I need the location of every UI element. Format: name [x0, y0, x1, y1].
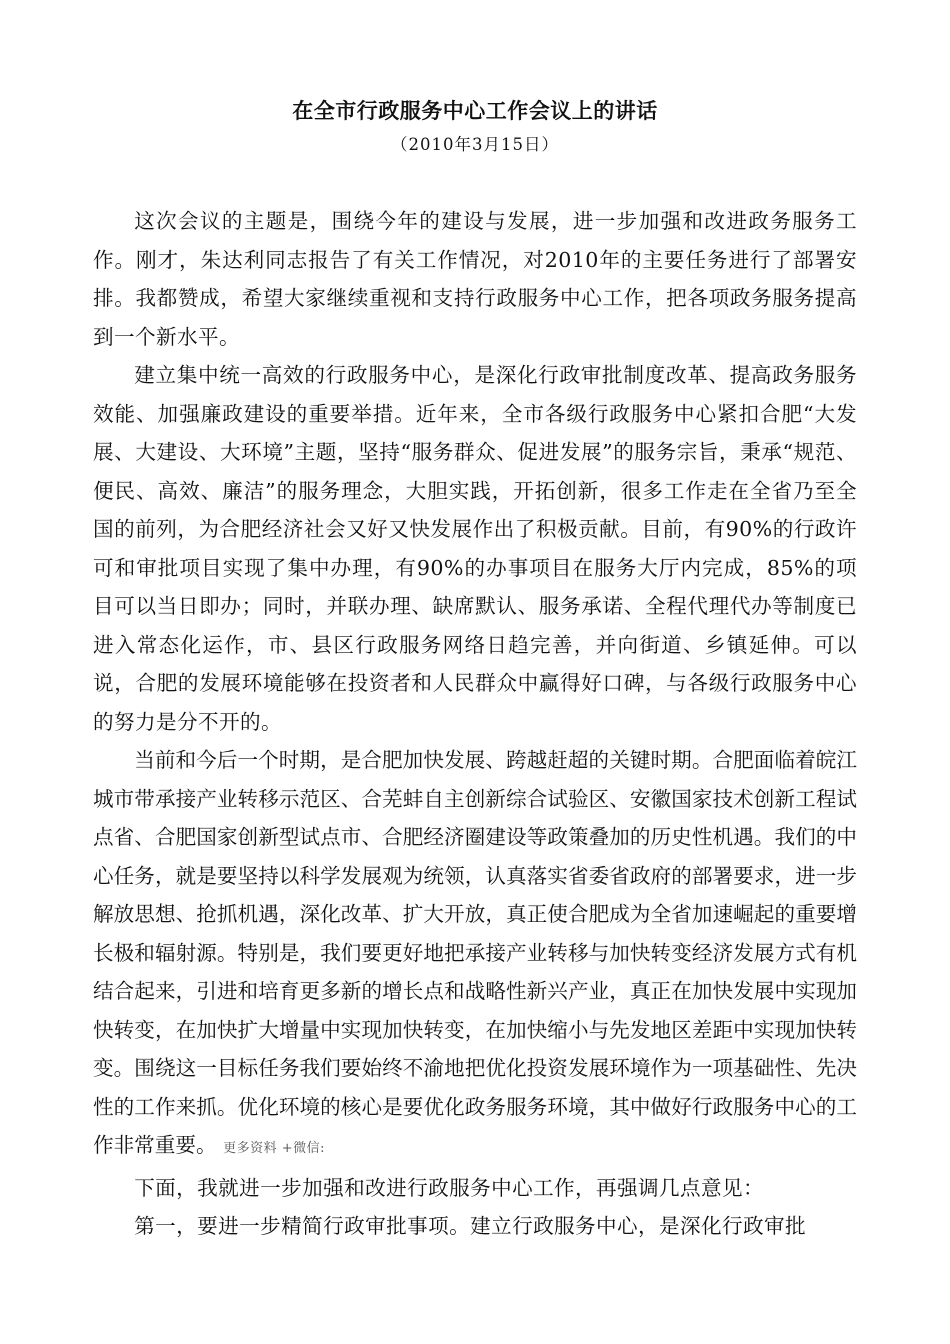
paragraph-5: 第一，要进一步精简行政审批事项。建立行政服务中心，是深化行政审批 — [134, 1214, 806, 1238]
paragraph-4: 下面，我就进一步加强和改进行政服务中心工作，再强调几点意见： — [134, 1175, 764, 1200]
speech-title: 在全市行政服务中心工作会议上的讲话 — [292, 98, 658, 123]
speech-body — [93, 202, 857, 1246]
paragraph-1: 这次会议的主题是，围绕今年的建设与发展，进一步加强和改进政务服务工作。刚才，朱达利同志报告了有关工作情况，对2010年的主要任务进行了部署安排。我都赞成，希望大家继续重视和支持行政服务中心工作，把各项政务服务提高到一个新水平。 — [93, 209, 857, 349]
paragraph-3 — [93, 741, 857, 1169]
paragraph-2: 建立集中统一高效的行政服务中心，是深化行政审批制度改革、提高政务服务效能、加强廉政建设的重要举措。近年来，全市各级行政服务中心紧扣合肥“大发展、大建设、大环境”主题，坚持“服务群众、促进发展”的服务宗旨，秉承“规范、便民、高效、廉洁”的服务理念，大胆实践，开拓创新，很多工作走在全省乃至全国的前列，为合肥经济社会又好又快发展作出了积极贡献。目前，有90%的行政许可和审批项目实现了集中办理，有90%的办事项目在服务大厅内完成，85%的项目可以当日即办；同时，并联办理、缺席默认、服务承诺、全程代理代办等制度已进入常态化运作，市、县区行政服务网络日趋完善，并向街道、乡镇延伸。可以说，合肥的发展环境能够在投资者和人民群众中赢得好口碑，与各级行政服务中心的努力是分不开的。 — [93, 363, 857, 734]
inline-note: 更多资料 +微信: — [223, 1141, 326, 1156]
paragraph-3-text: 当前和今后一个时期，是合肥加快发展、跨越赶超的关键时期。合肥面临着皖江城市带承接产业转移示范区、合芜蚌自主创新综合试验区、安徽国家技术创新工程试点省、合肥国家创新型试点市、合肥经济圈建设等政策叠加的历史性机遇。我们的中心任务，就是要坚持以科学发展观为统领，认真落实省委省政府的部署要求，进一步解放思想、抢抓机遇，深化改革、扩大开放，真正使合肥成为全省加速崛起的重要增长极和辐射源。特别是，我们要更好地把承接产业转移与加快转变经济发展方式有机结合起来，引进和培育更多新的增长点和战略性新兴产业，真正在加快发展中实现加快转变，在加快扩大增量中实现加快转变，在加快缩小与先发地区差距中实现加快转变。围绕这一目标任务我们要始终不渝地把优化投资发展环境作为一项基础性、先决性的工作来抓。优化环境的核心是要优化政务服务环境，其中做好行政服务中心的工作非常重要。 — [93, 748, 857, 1157]
speech-date: （2010年3月15日） — [391, 135, 559, 154]
